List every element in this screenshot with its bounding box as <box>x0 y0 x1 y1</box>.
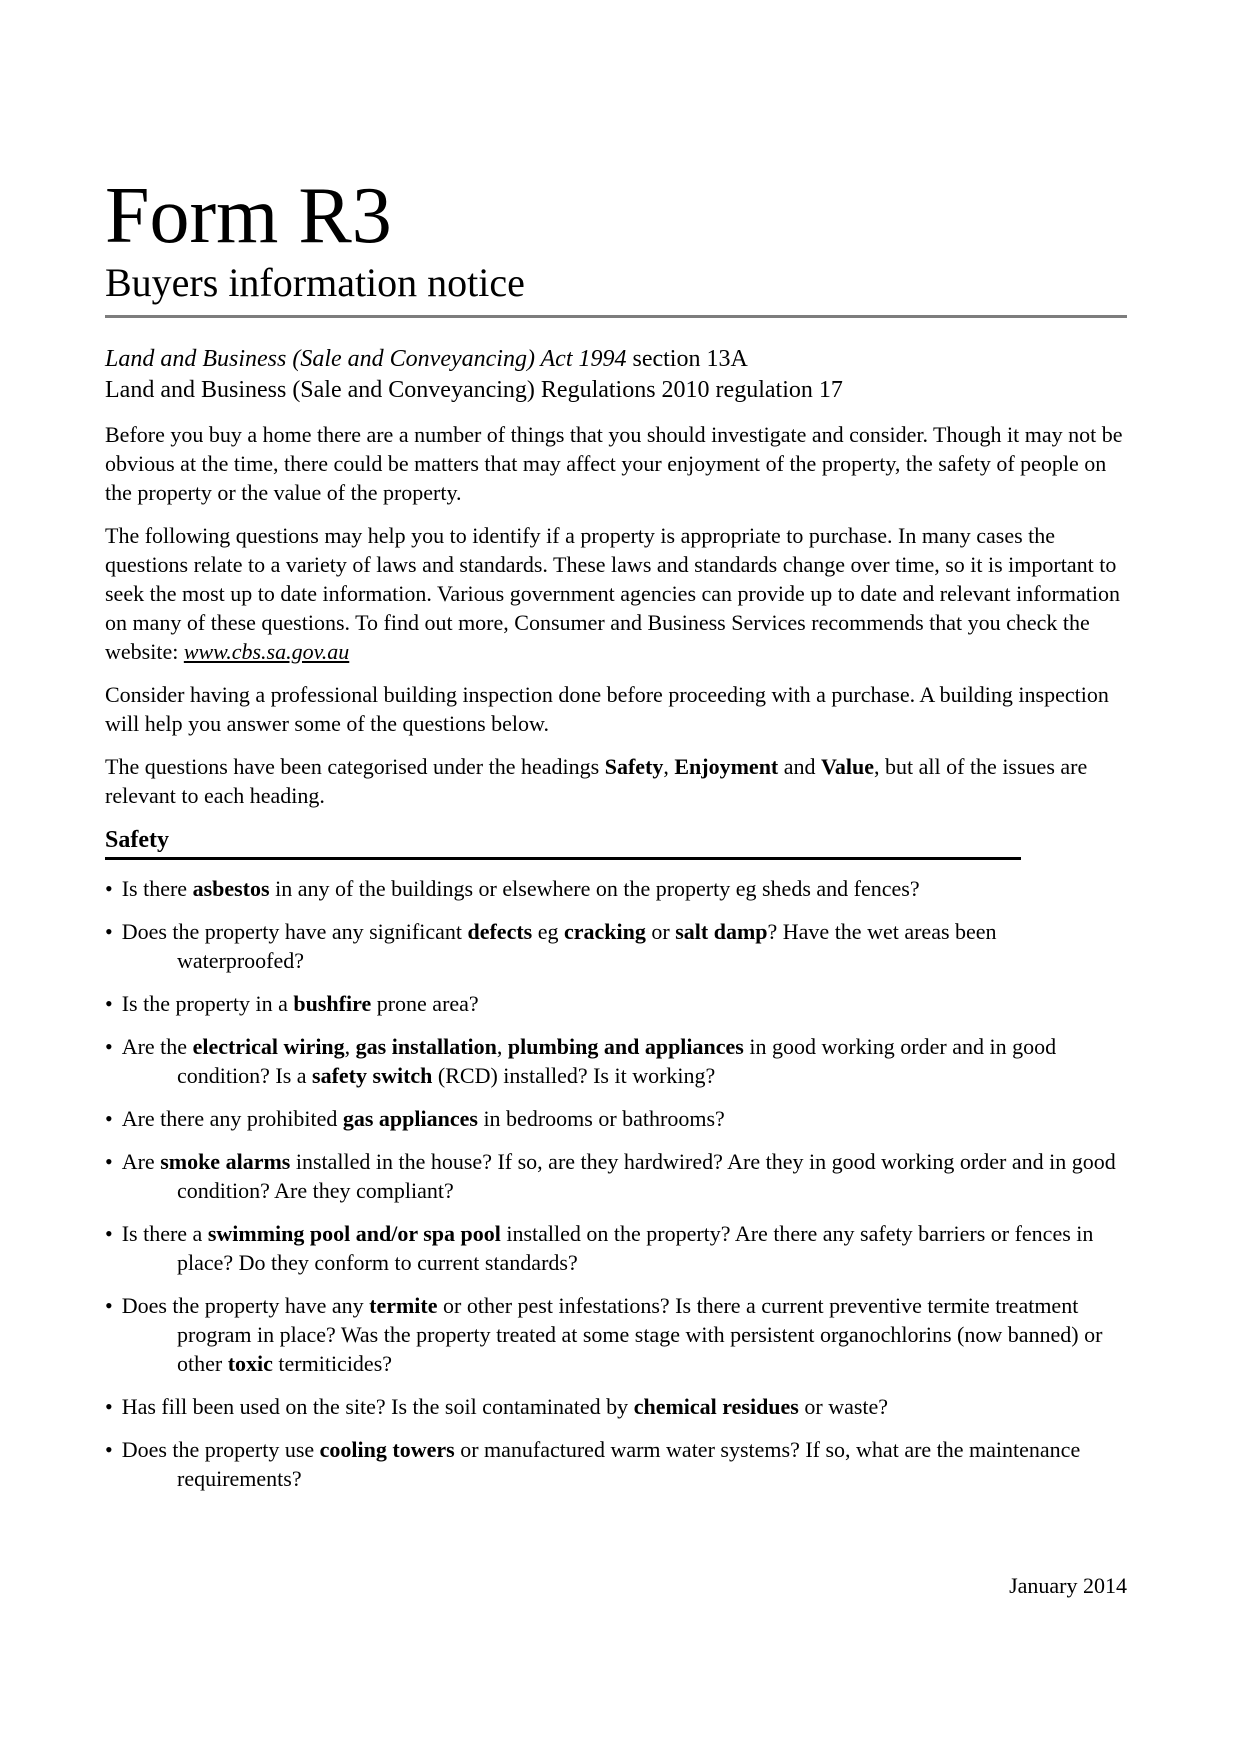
bullet-text <box>122 1221 1094 1275</box>
text-segment: and <box>778 754 822 779</box>
text-segment: safety switch <box>312 1063 433 1088</box>
text-segment: Are there any prohibited <box>121 1106 343 1131</box>
legislation-act-line <box>105 344 1127 375</box>
bullet-text <box>122 1034 1056 1088</box>
text-segment: Enjoyment <box>674 754 779 779</box>
text-segment: prone area? <box>371 991 479 1016</box>
text-segment: gas appliances <box>342 1106 478 1131</box>
bullet-item <box>105 874 1127 903</box>
text-segment: or waste? <box>798 1394 889 1419</box>
text-segment: salt damp <box>675 919 768 944</box>
safety-section-heading: Safety <box>105 826 1021 860</box>
text-segment: The questions have been categorised under the headings <box>105 754 605 779</box>
bullet-icon: • <box>105 1293 113 1318</box>
bullet-item <box>105 989 1127 1018</box>
safety-bullet-list <box>105 874 1127 1493</box>
text-segment: , <box>496 1034 508 1059</box>
text-segment: Does the property have any <box>121 1293 370 1318</box>
bullet-item <box>105 1219 1127 1277</box>
text-segment: section 13A <box>626 346 748 372</box>
bullet-text <box>122 1437 1081 1491</box>
text-segment: Has fill been used on the site? Is the soil contaminated by <box>121 1394 634 1419</box>
form-title: Form R3 <box>105 172 392 260</box>
text-segment: (RCD) installed? Is it working? <box>432 1063 716 1088</box>
intro-paragraph-3 <box>105 680 1127 738</box>
text-segment: cooling towers <box>319 1437 455 1462</box>
text-segment: eg <box>532 919 564 944</box>
text-segment: installed on the property? Are there any safety barriers or fences in place? Do they conform to current standards? <box>177 1221 1094 1275</box>
bullet-text <box>122 1293 1103 1376</box>
legislation-regulation-line <box>105 375 1127 406</box>
bullet-item <box>105 1104 1127 1133</box>
header-divider-rule <box>105 315 1127 318</box>
text-segment: in any of the buildings or elsewhere on the property eg sheds and fences? <box>269 876 920 901</box>
text-segment: Land and Business (Sale and Conveyancing) Regulations 2010 regulation 17 <box>105 377 843 403</box>
text-segment: , <box>663 754 675 779</box>
text-segment: Before you buy a home there are a number of things that you should investigate and consider. Though it may not be obvious at the time, there could be matters that may affect your enjoyment of the property, the safety of people on the property or the value of the property. <box>105 422 1123 505</box>
text-segment: , but all of the issues are relevant to each heading. <box>105 754 1088 808</box>
bullet-text <box>122 876 920 901</box>
legislation-block <box>105 344 1127 406</box>
text-segment: Land and Business (Sale and Conveyancing) Act 1994 <box>105 346 627 372</box>
bullet-icon: • <box>105 1221 113 1246</box>
document-content <box>0 172 1241 1493</box>
bullet-item <box>105 1435 1127 1493</box>
text-segment: termite <box>369 1293 438 1318</box>
text-segment: asbestos <box>192 876 270 901</box>
text-segment: installed in the house? If so, are they hardwired? Are they in good working order and in good condition? Are they compliant? <box>177 1149 1116 1203</box>
text-segment: Consider having a professional building inspection done before proceeding with a purchase. A building inspection will help you answer some of the questions below. <box>105 682 1109 736</box>
text-segment: defects <box>467 919 533 944</box>
bullet-icon: • <box>105 1034 113 1059</box>
text-segment: toxic <box>227 1351 273 1376</box>
text-segment: Are <box>121 1149 161 1174</box>
text-segment: termiticides? <box>272 1351 393 1376</box>
text-segment: in good working order and in good condition? Is a <box>177 1034 1057 1088</box>
text-segment: Does the property have any significant <box>121 919 468 944</box>
text-segment: Is there <box>121 876 193 901</box>
text-segment: in bedrooms or bathrooms? <box>477 1106 725 1131</box>
text-segment: plumbing and appliances <box>507 1034 744 1059</box>
text-segment: Value <box>821 754 875 779</box>
bullet-item <box>105 1392 1127 1421</box>
text-segment: Does the property use <box>121 1437 320 1462</box>
bullet-text <box>122 1149 1116 1203</box>
text-segment: Are the <box>121 1034 193 1059</box>
text-segment: The following questions may help you to identify if a property is appropriate to purchase. In many cases the questions relate to a variety of laws and standards. These laws and standards change over time, so it is important to seek the most up to date information. Various government agencies can provide up to date and relevant information on many of these questions. To find out more, Consumer and Business Services recommends that you check the website: <box>105 523 1120 664</box>
text-segment: or <box>645 919 676 944</box>
bullet-icon: • <box>105 876 113 901</box>
text-segment: or other pest infestations? Is there a current preventive termite treatment program in place? Was the property treated at some stage with persistent organochlorins (now banned) or other <box>177 1293 1103 1376</box>
bullet-icon: • <box>105 1394 113 1419</box>
intro-paragraph-1 <box>105 420 1127 507</box>
bullet-icon: • <box>105 1437 113 1462</box>
text-segment: swimming pool and/or spa pool <box>207 1221 501 1246</box>
website-link[interactable]: www.cbs.sa.gov.au <box>183 639 350 664</box>
bullet-item <box>105 1147 1127 1205</box>
bullet-icon: • <box>105 1106 113 1131</box>
footer-date: January 2014 <box>1009 1573 1127 1598</box>
text-segment: Safety <box>604 754 664 779</box>
text-segment: bushfire <box>293 991 372 1016</box>
bullet-text <box>122 1394 888 1419</box>
bullet-icon: • <box>105 919 113 944</box>
text-segment: Is the property in a <box>121 991 294 1016</box>
bullet-item <box>105 1032 1127 1090</box>
text-segment: cracking <box>564 919 646 944</box>
bullet-icon: • <box>105 991 113 1016</box>
bullet-item <box>105 917 1127 975</box>
bullet-item <box>105 1291 1127 1378</box>
bullet-text <box>122 1106 725 1131</box>
bullet-text <box>122 991 479 1016</box>
text-segment: gas installation <box>355 1034 497 1059</box>
form-subtitle: Buyers information notice <box>105 260 525 305</box>
text-segment: smoke alarms <box>160 1149 291 1174</box>
text-segment: or manufactured warm water systems? If so, what are the maintenance requirements? <box>177 1437 1081 1491</box>
text-segment: , <box>344 1034 356 1059</box>
intro-paragraph-4 <box>105 752 1127 810</box>
text-segment: electrical wiring <box>192 1034 345 1059</box>
bullet-icon: • <box>105 1149 113 1174</box>
text-segment: Is there a <box>121 1221 208 1246</box>
intro-paragraph-2 <box>105 521 1127 666</box>
text-segment: ? Have the wet areas been waterproofed? <box>177 919 997 973</box>
bullet-text <box>122 919 997 973</box>
text-segment: chemical residues <box>633 1394 799 1419</box>
